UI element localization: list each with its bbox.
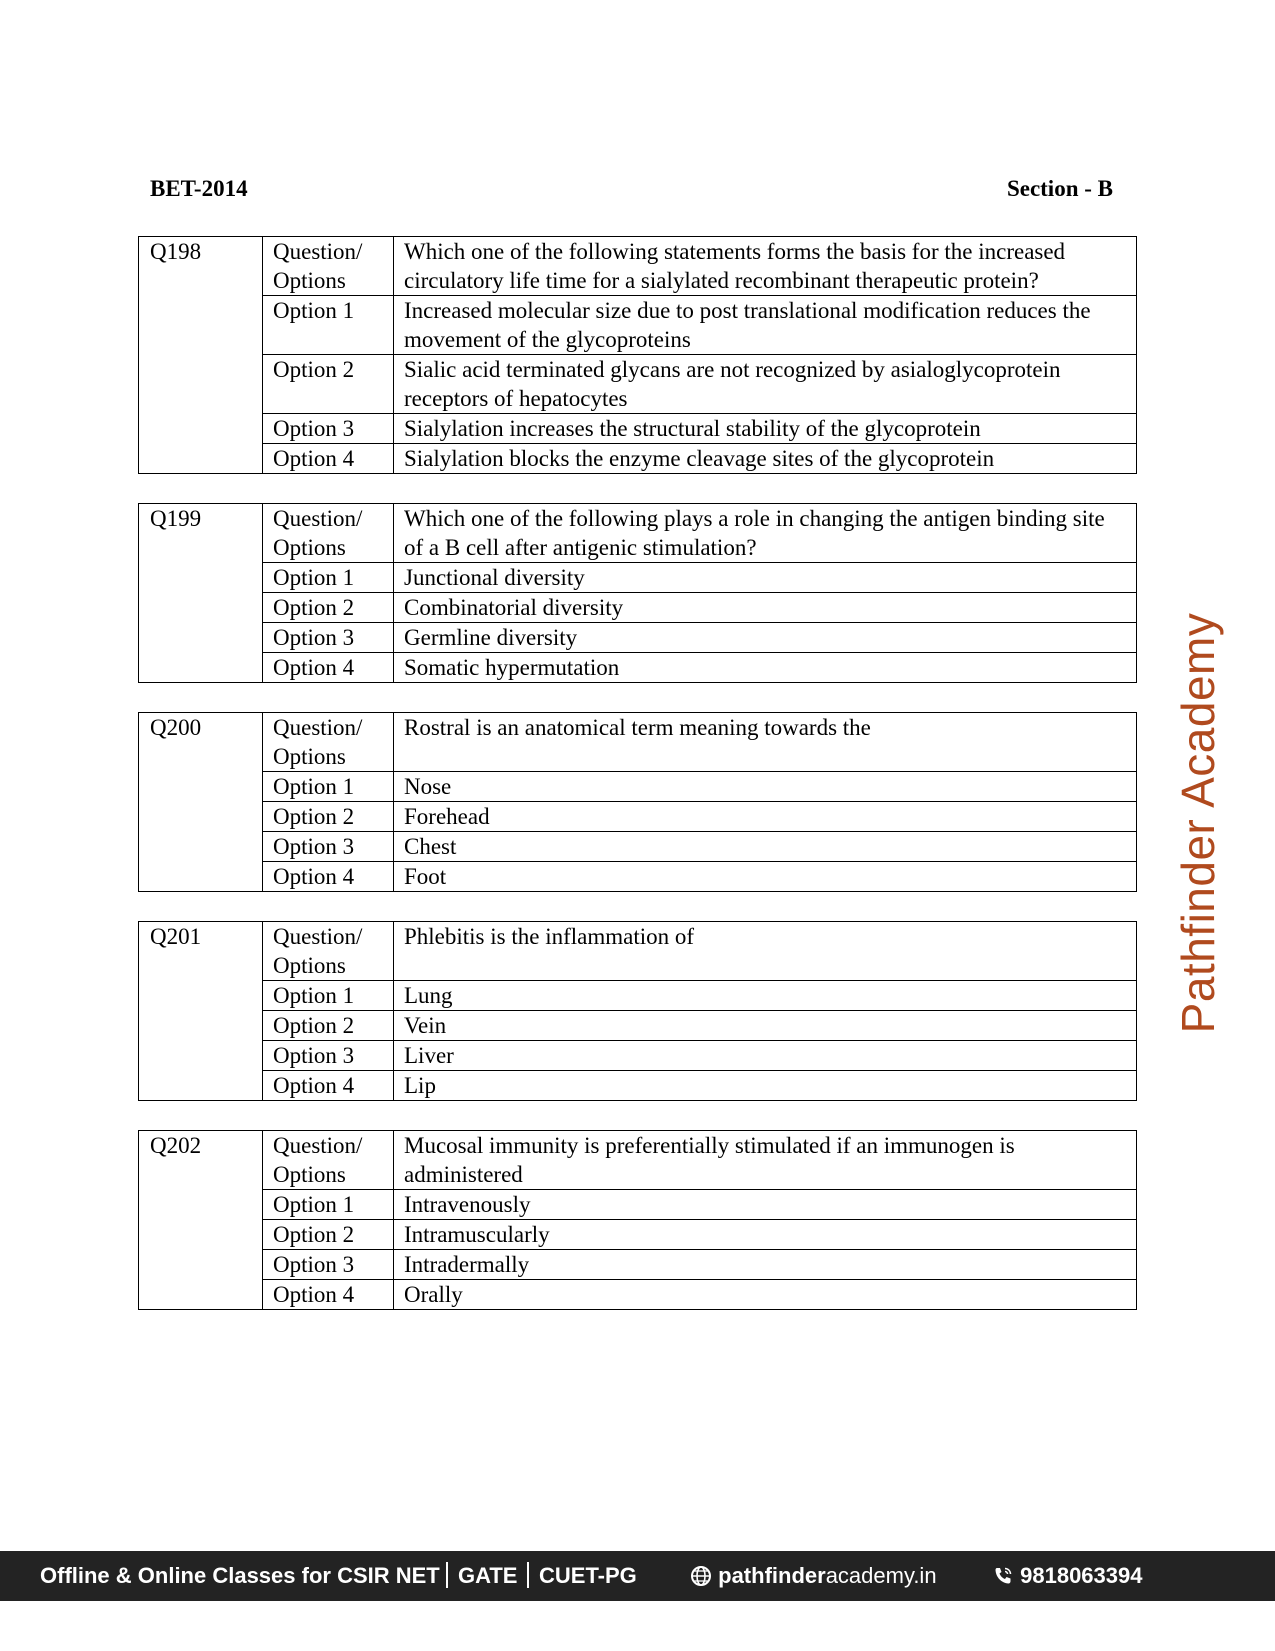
option-text: Orally	[394, 1280, 1137, 1310]
option-row	[139, 563, 1137, 593]
option-text: Sialylation increases the structural stability of the glycoprotein	[394, 414, 1137, 444]
option-row	[139, 832, 1137, 862]
option-row	[139, 623, 1137, 653]
option-text: Nose	[394, 772, 1137, 802]
option-row	[139, 772, 1137, 802]
question-number: Q202	[139, 1131, 263, 1310]
question-text: Mucosal immunity is preferentially stimulated if an immunogen is administered	[394, 1131, 1137, 1190]
question-row	[139, 237, 1137, 296]
footer-cuet: CUET-PG	[539, 1563, 637, 1588]
option-row	[139, 414, 1137, 444]
option-row	[139, 593, 1137, 623]
exam-title: BET-2014	[150, 176, 248, 201]
question-label: Question/ Options	[263, 504, 394, 563]
question-table	[138, 503, 1137, 683]
option-label: Option 4	[263, 1280, 394, 1310]
option-text: Lung	[394, 981, 1137, 1011]
question-list	[138, 236, 1137, 1339]
option-text: Chest	[394, 832, 1137, 862]
option-label: Option 4	[263, 444, 394, 474]
footer-divider	[527, 1562, 529, 1588]
option-text: Intravenously	[394, 1190, 1137, 1220]
question-number: Q198	[139, 237, 263, 474]
option-label: Option 1	[263, 981, 394, 1011]
question-text: Which one of the following plays a role in changing the antigen binding site of a B cell after antigenic stimulation?	[394, 504, 1137, 563]
option-label: Option 4	[263, 862, 394, 892]
option-text: Forehead	[394, 802, 1137, 832]
option-row	[139, 1190, 1137, 1220]
option-label: Option 2	[263, 355, 394, 414]
option-row	[139, 355, 1137, 414]
option-label: Option 3	[263, 1250, 394, 1280]
option-text: Sialic acid terminated glycans are not recognized by asialoglycoprotein receptors of hepatocytes	[394, 355, 1137, 414]
option-label: Option 3	[263, 832, 394, 862]
option-row	[139, 1071, 1137, 1101]
footer-website[interactable]	[690, 1563, 937, 1589]
option-label: Option 3	[263, 1041, 394, 1071]
website-bold: pathfinder	[718, 1563, 826, 1588]
option-label: Option 2	[263, 802, 394, 832]
option-row	[139, 1011, 1137, 1041]
option-text: Somatic hypermutation	[394, 653, 1137, 683]
question-label: Question/ Options	[263, 922, 394, 981]
option-text: Germline diversity	[394, 623, 1137, 653]
option-text: Combinatorial diversity	[394, 593, 1137, 623]
option-row	[139, 802, 1137, 832]
phone-icon	[992, 1565, 1014, 1587]
option-text: Intramuscularly	[394, 1220, 1137, 1250]
footer-gate: GATE	[458, 1563, 518, 1588]
option-row	[139, 444, 1137, 474]
footer-divider	[446, 1562, 448, 1588]
option-row	[139, 1041, 1137, 1071]
website-rest: academy.in	[825, 1563, 937, 1588]
question-text: Which one of the following statements forms the basis for the increased circulatory life time for a sialylated recombinant therapeutic protein?	[394, 237, 1137, 296]
question-label: Question/ Options	[263, 713, 394, 772]
option-label: Option 4	[263, 1071, 394, 1101]
option-row	[139, 981, 1137, 1011]
question-table	[138, 236, 1137, 474]
question-number: Q199	[139, 504, 263, 683]
option-text: Liver	[394, 1041, 1137, 1071]
option-label: Option 1	[263, 296, 394, 355]
question-number: Q200	[139, 713, 263, 892]
option-text: Vein	[394, 1011, 1137, 1041]
question-row	[139, 504, 1137, 563]
section-title: Section - B	[1006, 176, 1113, 201]
option-label: Option 2	[263, 1220, 394, 1250]
footer-classes-text: Offline & Online Classes for CSIR NET	[40, 1563, 440, 1588]
question-text: Rostral is an anatomical term meaning towards the	[394, 713, 1137, 772]
question-label: Question/ Options	[263, 237, 394, 296]
question-table	[138, 921, 1137, 1101]
footer-banner	[0, 1551, 1275, 1601]
option-label: Option 1	[263, 563, 394, 593]
option-label: Option 1	[263, 772, 394, 802]
option-text: Junctional diversity	[394, 563, 1137, 593]
question-table	[138, 712, 1137, 892]
question-row	[139, 1131, 1137, 1190]
option-label: Option 2	[263, 1011, 394, 1041]
option-row	[139, 296, 1137, 355]
option-row	[139, 1280, 1137, 1310]
question-number: Q201	[139, 922, 263, 1101]
option-label: Option 2	[263, 593, 394, 623]
page-header	[150, 176, 1113, 206]
option-text: Foot	[394, 862, 1137, 892]
option-label: Option 1	[263, 1190, 394, 1220]
option-row	[139, 653, 1137, 683]
phone-number: 9818063394	[1020, 1563, 1143, 1588]
option-text: Lip	[394, 1071, 1137, 1101]
option-label: Option 3	[263, 623, 394, 653]
option-label: Option 3	[263, 414, 394, 444]
option-row	[139, 1250, 1137, 1280]
option-text: Intradermally	[394, 1250, 1137, 1280]
question-row	[139, 922, 1137, 981]
question-row	[139, 713, 1137, 772]
option-label: Option 4	[263, 653, 394, 683]
question-text: Phlebitis is the inflammation of	[394, 922, 1137, 981]
question-table	[138, 1130, 1137, 1310]
watermark: Pathfinder Academy	[1172, 612, 1224, 1034]
option-row	[139, 1220, 1137, 1250]
option-text: Sialylation blocks the enzyme cleavage sites of the glycoprotein	[394, 444, 1137, 474]
option-text: Increased molecular size due to post translational modification reduces the movement of the glycoproteins	[394, 296, 1137, 355]
globe-icon	[690, 1565, 712, 1587]
question-label: Question/ Options	[263, 1131, 394, 1190]
footer-phone[interactable]	[992, 1563, 1142, 1589]
option-row	[139, 862, 1137, 892]
